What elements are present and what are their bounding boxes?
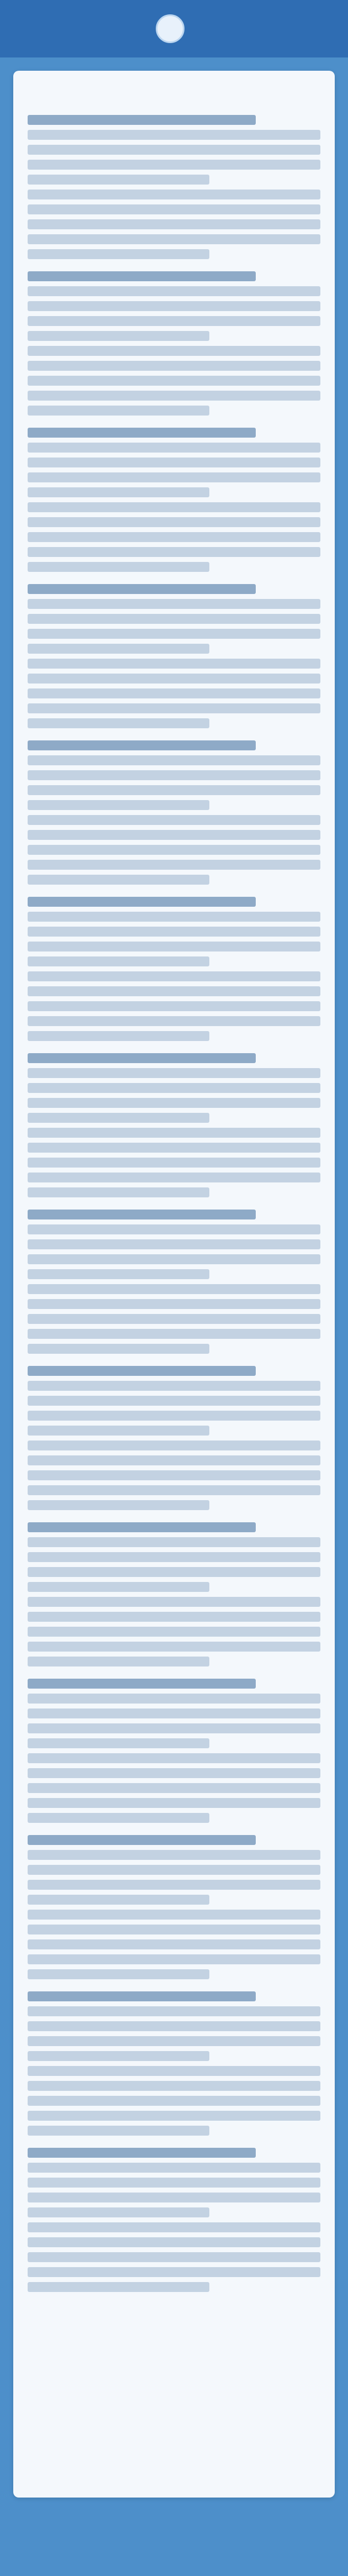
text-line-placeholder bbox=[28, 286, 320, 296]
text-line-placeholder bbox=[28, 249, 209, 259]
text-line-placeholder bbox=[28, 1582, 209, 1592]
text-line-placeholder bbox=[28, 1969, 209, 1979]
text-line-placeholder bbox=[28, 1865, 320, 1875]
text-line-placeholder bbox=[28, 190, 320, 199]
text-line-placeholder bbox=[28, 1783, 320, 1793]
text-line-placeholder bbox=[28, 584, 256, 594]
text-line-placeholder bbox=[28, 1768, 320, 1778]
text-line-placeholder bbox=[28, 458, 320, 467]
text-line-placeholder bbox=[28, 2066, 320, 2076]
text-line-placeholder bbox=[28, 1396, 320, 1406]
text-line-placeholder bbox=[28, 912, 320, 922]
text-line-placeholder bbox=[28, 1001, 320, 1011]
text-line-placeholder bbox=[28, 659, 320, 669]
text-line-placeholder bbox=[28, 487, 209, 497]
text-line-placeholder bbox=[28, 897, 256, 907]
text-line-placeholder bbox=[28, 927, 320, 937]
text-line-placeholder bbox=[28, 800, 209, 810]
text-line-placeholder bbox=[28, 2148, 256, 2158]
text-line-placeholder bbox=[28, 956, 209, 966]
text-line-placeholder bbox=[28, 1939, 320, 1949]
text-line-placeholder bbox=[28, 2267, 320, 2277]
text-line-placeholder bbox=[28, 1143, 320, 1153]
text-line-placeholder bbox=[28, 1239, 320, 1249]
text-line-placeholder bbox=[28, 1597, 320, 1607]
text-line-placeholder bbox=[28, 718, 209, 728]
text-line-placeholder bbox=[28, 2111, 320, 2121]
text-line-placeholder bbox=[28, 1031, 209, 1041]
text-line-placeholder bbox=[28, 1500, 209, 1510]
text-line-placeholder bbox=[28, 1187, 209, 1197]
text-line-placeholder bbox=[28, 755, 320, 765]
text-line-placeholder bbox=[28, 1284, 320, 1294]
text-line-placeholder bbox=[28, 1068, 320, 1078]
text-line-placeholder bbox=[28, 830, 320, 840]
text-line-placeholder bbox=[28, 1552, 320, 1562]
article-title bbox=[28, 84, 320, 103]
text-line-placeholder bbox=[28, 2096, 320, 2106]
text-line-placeholder bbox=[28, 346, 320, 356]
text-line-placeholder bbox=[28, 532, 320, 542]
text-line-placeholder bbox=[28, 1850, 320, 1860]
text-line-placeholder bbox=[28, 815, 320, 825]
text-line-placeholder bbox=[28, 1269, 209, 1279]
text-line-placeholder bbox=[28, 2252, 320, 2262]
text-line-placeholder bbox=[28, 1537, 320, 1547]
text-line-placeholder bbox=[28, 1329, 320, 1339]
text-line-placeholder bbox=[28, 688, 320, 698]
text-line-placeholder bbox=[28, 1567, 320, 1577]
text-line-placeholder bbox=[28, 1991, 256, 2001]
text-line-placeholder bbox=[28, 1173, 320, 1182]
text-line-placeholder bbox=[28, 1210, 256, 1219]
text-line-placeholder bbox=[28, 875, 209, 885]
text-line-placeholder bbox=[28, 1224, 320, 1234]
text-line-placeholder bbox=[28, 1158, 320, 1168]
text-line-placeholder bbox=[28, 1113, 209, 1123]
text-line-placeholder bbox=[28, 517, 320, 527]
text-line-placeholder bbox=[28, 785, 320, 795]
text-line-placeholder bbox=[28, 1083, 320, 1093]
text-line-placeholder bbox=[28, 674, 320, 684]
text-line-placeholder bbox=[28, 1813, 209, 1823]
text-line-placeholder bbox=[28, 443, 320, 453]
article-card bbox=[13, 71, 335, 2498]
text-line-placeholder bbox=[28, 1254, 320, 1264]
text-line-placeholder bbox=[28, 2006, 320, 2016]
text-line-placeholder bbox=[28, 160, 320, 170]
text-line-placeholder bbox=[28, 1694, 320, 1704]
text-line-placeholder bbox=[28, 629, 320, 639]
text-line-placeholder bbox=[28, 361, 320, 371]
text-line-placeholder bbox=[28, 1910, 320, 1920]
text-line-placeholder bbox=[28, 2036, 320, 2046]
text-line-placeholder bbox=[28, 472, 320, 482]
text-line-placeholder bbox=[28, 2282, 209, 2292]
text-line-placeholder bbox=[28, 1455, 320, 1465]
text-line-placeholder bbox=[28, 1098, 320, 1108]
text-line-placeholder bbox=[28, 1299, 320, 1309]
text-line-placeholder bbox=[28, 2126, 209, 2136]
text-line-placeholder bbox=[28, 703, 320, 713]
text-line-placeholder bbox=[28, 1366, 256, 1376]
text-line-placeholder bbox=[28, 1426, 209, 1436]
emblem-logo-icon bbox=[156, 14, 184, 43]
text-line-placeholder bbox=[28, 986, 320, 996]
text-line-placeholder bbox=[28, 2021, 320, 2031]
text-line-placeholder bbox=[28, 1485, 320, 1495]
text-line-placeholder bbox=[28, 1925, 320, 1934]
text-line-placeholder bbox=[28, 301, 320, 311]
text-line-placeholder bbox=[28, 1344, 209, 1354]
text-line-placeholder bbox=[28, 1657, 209, 1666]
text-line-placeholder bbox=[28, 860, 320, 870]
text-line-placeholder bbox=[28, 1314, 320, 1324]
text-line-placeholder bbox=[28, 1954, 320, 1964]
text-line-placeholder bbox=[28, 1798, 320, 1808]
text-line-placeholder bbox=[28, 2193, 320, 2202]
text-line-placeholder bbox=[28, 547, 320, 557]
page-footer bbox=[0, 2510, 348, 2576]
text-line-placeholder bbox=[28, 1612, 320, 1622]
text-line-placeholder bbox=[28, 1708, 320, 1718]
text-line-placeholder bbox=[28, 1835, 256, 1845]
text-line-placeholder bbox=[28, 1679, 256, 1689]
text-line-placeholder bbox=[28, 1016, 320, 1026]
text-line-placeholder bbox=[28, 391, 320, 401]
text-line-placeholder bbox=[28, 2178, 320, 2188]
text-line-placeholder bbox=[28, 1381, 320, 1391]
text-line-placeholder bbox=[28, 644, 209, 654]
text-line-placeholder bbox=[28, 971, 320, 981]
text-line-placeholder bbox=[28, 740, 256, 750]
text-line-placeholder bbox=[28, 1441, 320, 1450]
text-line-placeholder bbox=[28, 1895, 209, 1905]
text-line-placeholder bbox=[28, 2051, 209, 2061]
text-line-placeholder bbox=[28, 376, 320, 386]
text-line-placeholder bbox=[28, 1738, 209, 1748]
text-line-placeholder bbox=[28, 219, 320, 229]
text-line-placeholder bbox=[28, 770, 320, 780]
text-line-placeholder bbox=[28, 1627, 320, 1637]
text-line-placeholder bbox=[28, 1753, 320, 1763]
text-line-placeholder bbox=[28, 2163, 320, 2173]
text-line-placeholder bbox=[28, 331, 209, 341]
text-line-placeholder bbox=[28, 130, 320, 140]
text-line-placeholder bbox=[28, 406, 209, 416]
text-line-placeholder bbox=[28, 145, 320, 155]
text-line-placeholder bbox=[28, 1411, 320, 1421]
text-line-placeholder bbox=[28, 428, 256, 438]
text-line-placeholder bbox=[28, 2081, 320, 2091]
text-line-placeholder bbox=[28, 175, 209, 185]
text-line-placeholder bbox=[28, 2207, 209, 2217]
text-line-placeholder bbox=[28, 1880, 320, 1890]
text-line-placeholder bbox=[28, 1642, 320, 1652]
text-line-placeholder bbox=[28, 562, 209, 572]
text-line-placeholder bbox=[28, 2222, 320, 2232]
text-line-placeholder bbox=[28, 614, 320, 624]
text-line-placeholder bbox=[28, 845, 320, 855]
text-line-placeholder bbox=[28, 942, 320, 951]
text-line-placeholder bbox=[28, 599, 320, 609]
text-line-placeholder bbox=[28, 502, 320, 512]
text-line-placeholder bbox=[28, 1470, 320, 1480]
text-line-placeholder bbox=[28, 271, 256, 281]
text-line-placeholder bbox=[28, 1522, 256, 1532]
article-body-placeholder bbox=[28, 115, 320, 2292]
page-header bbox=[0, 0, 348, 57]
text-line-placeholder bbox=[28, 1723, 320, 1733]
text-line-placeholder bbox=[28, 2237, 320, 2247]
text-line-placeholder bbox=[28, 115, 256, 125]
text-line-placeholder bbox=[28, 316, 320, 326]
text-line-placeholder bbox=[28, 234, 320, 244]
text-line-placeholder bbox=[28, 1053, 256, 1063]
text-line-placeholder bbox=[28, 1128, 320, 1138]
text-line-placeholder bbox=[28, 204, 320, 214]
